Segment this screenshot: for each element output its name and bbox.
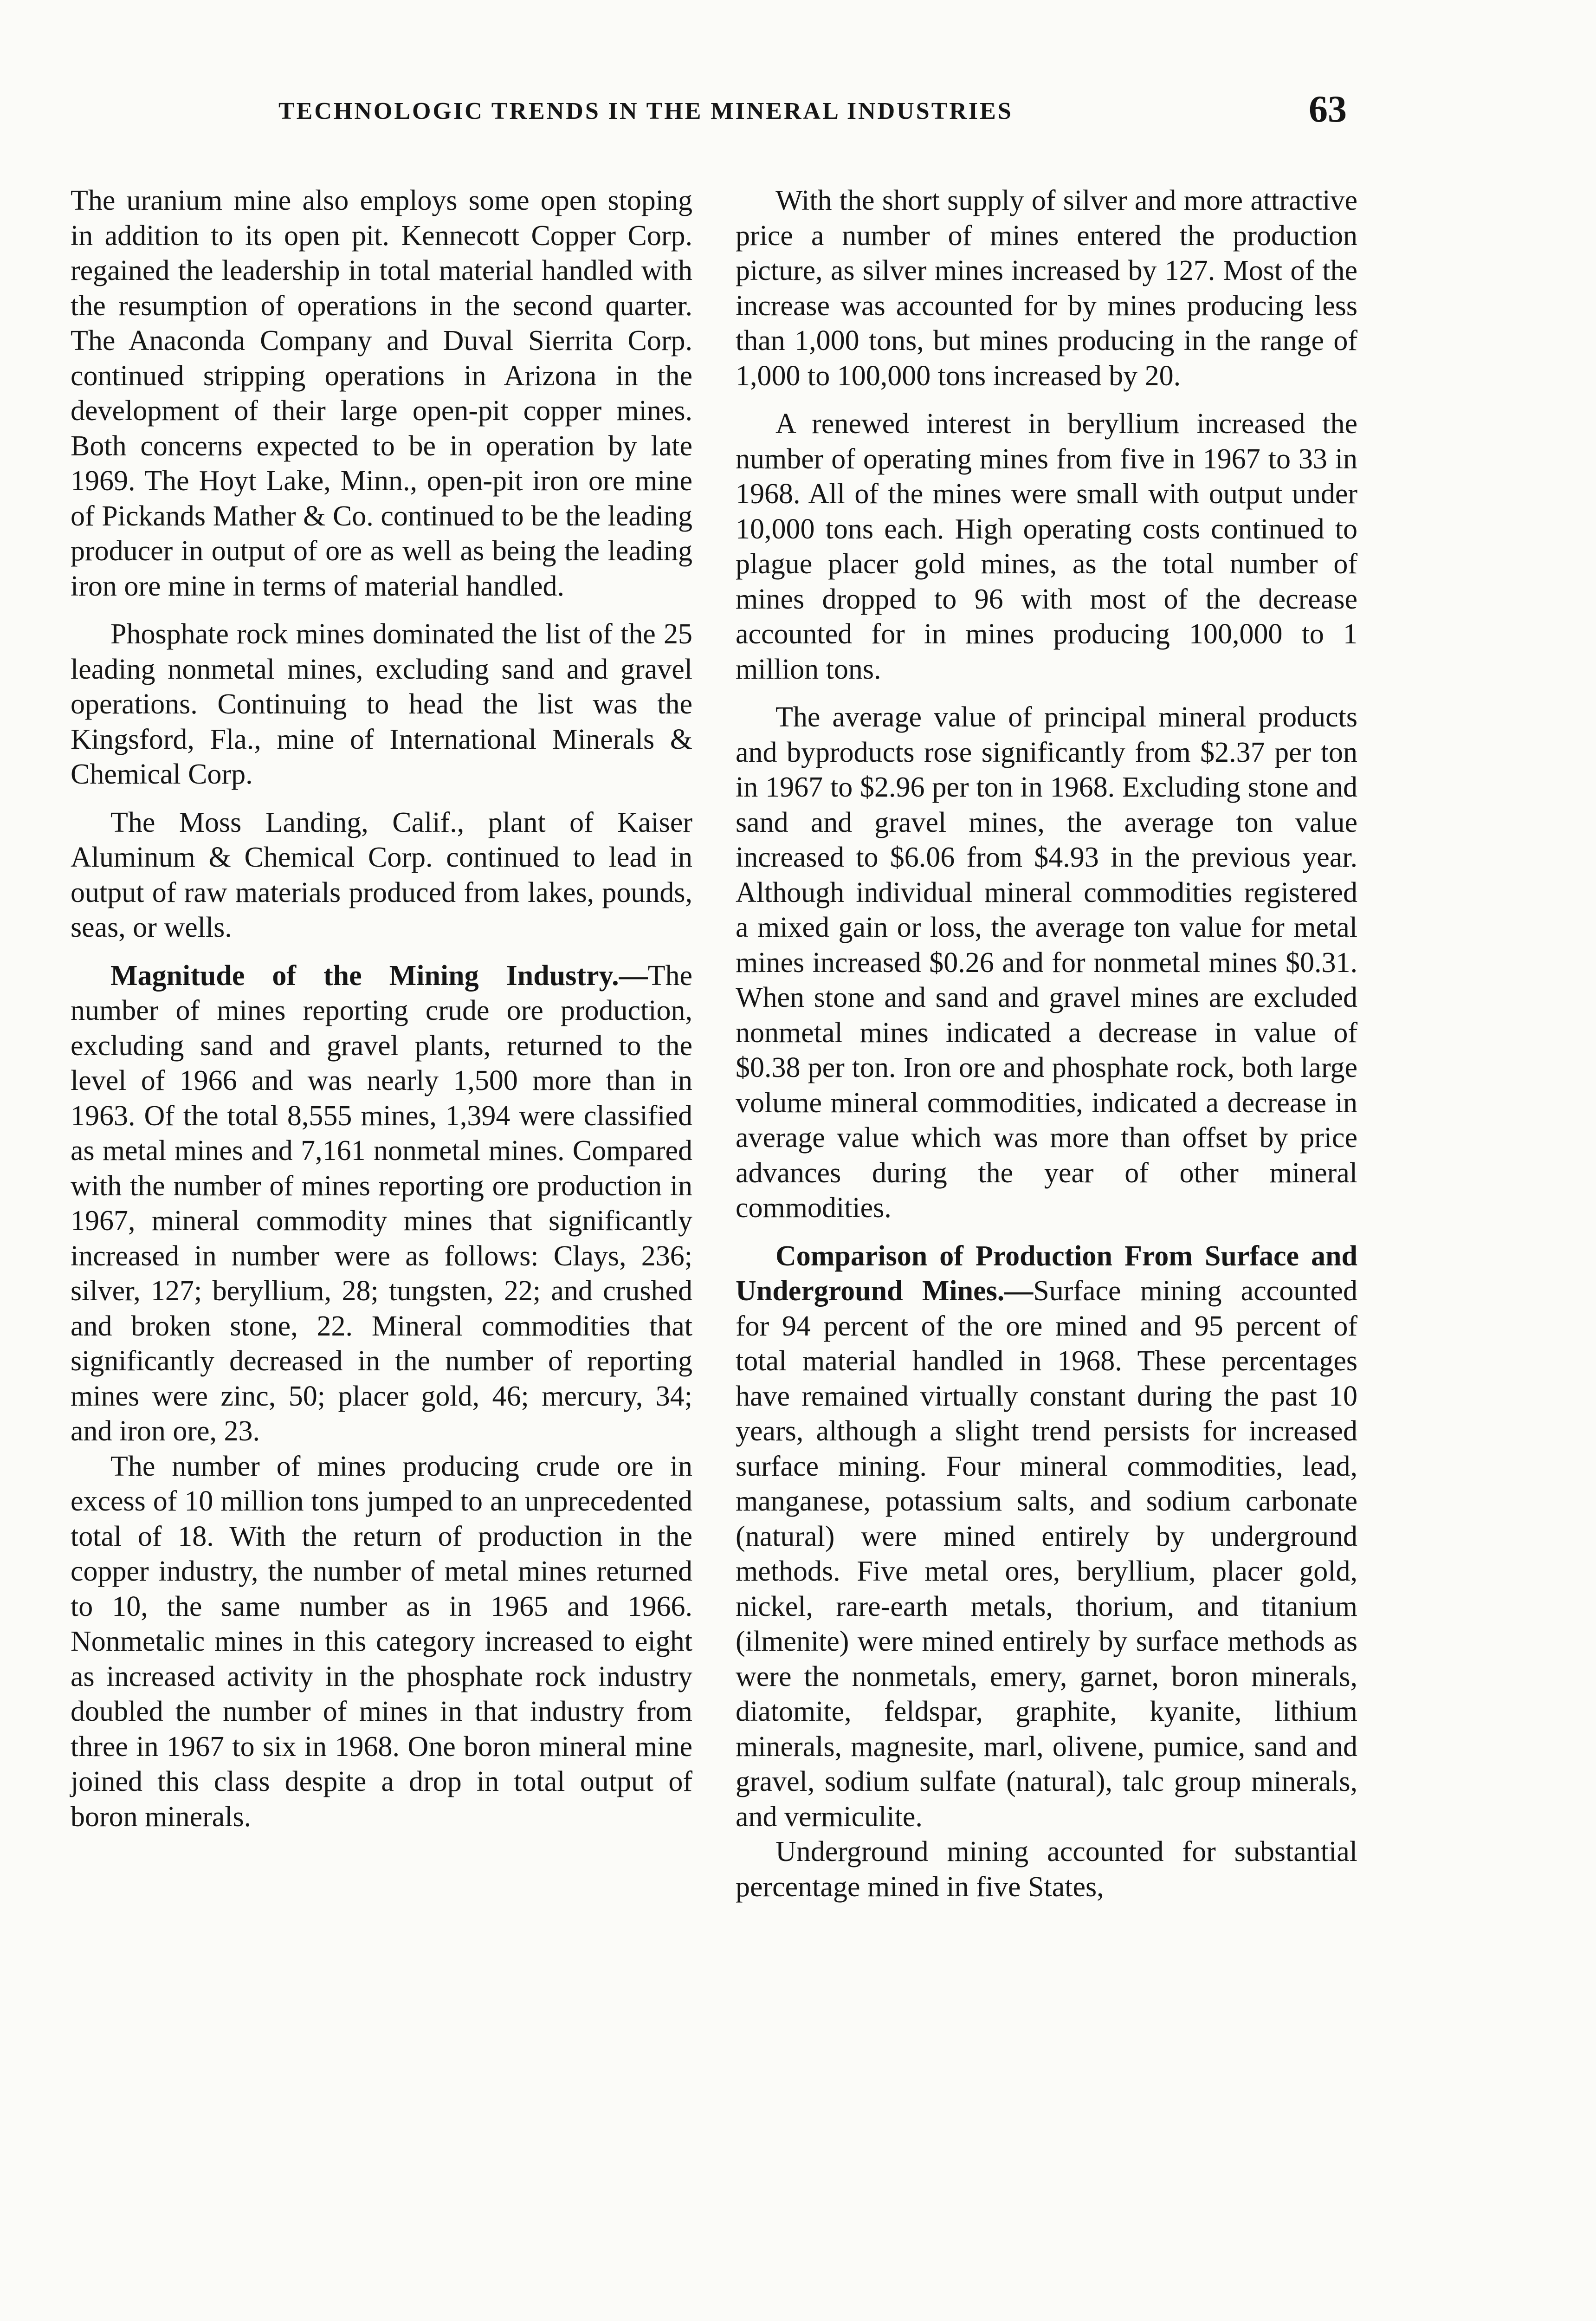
paragraph: Phosphate rock mines dominated the list of the 25 leading nonmetal mines, excluding sand and gravel operations. Continuing to head the list was the Kingsford, Fla., mine of International Minerals & Chemical Corp. — [71, 618, 692, 790]
paragraph: A renewed interest in beryllium increased the number of operating mines from five in 1967 to 33 in 1968. All of the mines were small with output under 10,000 tons each. High operating costs continued to plague placer gold mines, as the total number of mines dropped to 96 with most of the decrease accounted for in mines producing 100,000 to 1 million tons. — [736, 408, 1357, 685]
section-text: Surface mining accounted for 94 percent of the ore mined and 95 percent of total material handled in 1968. These percentages have remained virtually constant during the past 10 years, although a slight trend persists for increased surface mining. Four mineral commodities, lead, manganese, potassium salts, and sodium carbonate (natural) were mined entirely by underground methods. Five metal ores, beryllium, placer gold, nickel, rare-earth metals, thorium, and titanium (ilmenite) were mined entirely by surface methods as were the nonmetals, emery, garnet, boron minerals, diatomite, feldspar, graphite, kyanite, lithium minerals, magnesite, marl, olivene, pumice, sand and gravel, sodium sulfate (natural), talc group minerals, and vermiculite. — [736, 1275, 1357, 1833]
section-surface-underground — [736, 1239, 1357, 1835]
paragraph: The uranium mine also employs some open stoping in addition to its open pit. Kennecott Copper Corp. regained the leadership in total material handled with the resumption of operations in the second quarter. The Anaconda Company and Duval Sierrita Corp. continued stripping operations in Arizona in the development of their large open-pit copper mines. Both concerns expected to be in operation by late 1969. The Hoyt Lake, Minn., open-pit iron ore mine of Pickands Mather & Co. continued to be the leading producer in output of ore as well as being the leading iron ore mine in terms of material handled. — [71, 185, 692, 602]
paragraph: The number of mines producing crude ore in excess of 10 million tons jumped to an unprecedented total of 18. With the return of production in the copper industry, the number of metal mines returned to 10, the same number as in 1965 and 1966. Nonmetalic mines in this category increased to eight as increased activity in the phosphate rock industry doubled the number of mines in that industry from three in 1967 to six in 1968. One boron mineral mine joined this class despite a drop in total output of boron minerals. — [71, 1450, 692, 1833]
running-head: TECHNOLOGIC TRENDS IN THE MINERAL INDUSTRIES — [278, 98, 1013, 124]
section-text: The number of mines reporting crude ore production, excluding sand and gravel plants, returned to the level of 1966 and was nearly 1,500 more than in 1963. Of the total 8,555 mines, 1,394 were classified as metal mines and 7,161 nonmetal mines. Compared with the number of mines reporting ore production in 1967, mineral commodity mines that significantly increased in number were as follows: Clays, 236; silver, 127; beryllium, 28; tungsten, 22; and crushed and broken stone, 22. Mineral commodities that significantly decreased in the number of reporting mines were zinc, 50; placer gold, 46; mercury, 34; and iron ore, 23. — [71, 960, 692, 1447]
paragraph: The average value of principal mineral products and byproducts rose significantly from $2.37 per ton in 1967 to $2.96 per ton in 1968. Excluding stone and sand and gravel mines, the average ton value increased to $6.06 from $4.93 in the previous year. Although individual mineral commodities registered a mixed gain or loss, the average ton value for metal mines increased $0.26 and for nonmetal mines $0.31. When stone and sand and gravel mines are excluded nonmetal mines indicated a decrease in value of $0.38 per ton. Iron ore and phosphate rock, both large volume mineral commodities, indicated a decrease in average value which was more than offset by price advances during the year of other mineral commodities. — [736, 701, 1357, 1224]
section-heading: Magnitude of the Mining Industry.— — [110, 960, 648, 992]
paragraph: Underground mining accounted for substantial percentage mined in five States, — [736, 1836, 1357, 1903]
left-column — [71, 183, 692, 1835]
section-magnitude — [71, 959, 692, 1449]
section-heading: Comparison of Production From Surface and Underground Mines.— — [736, 1240, 1357, 1307]
page-number: 63 — [1309, 88, 1347, 130]
paragraph: The Moss Landing, Calif., plant of Kaiser Aluminum & Chemical Corp. continued to lead in output of raw materials produced from lakes, pounds, seas, or wells. — [71, 806, 692, 943]
paragraph: With the short supply of silver and more attractive price a number of mines entered the production picture, as silver mines increased by 127. Most of the increase was accounted for by mines producing less than 1,000 tons, but mines producing in the range of 1,000 to 100,000 tons increased by 20. — [736, 185, 1357, 392]
right-column — [736, 183, 1357, 1905]
